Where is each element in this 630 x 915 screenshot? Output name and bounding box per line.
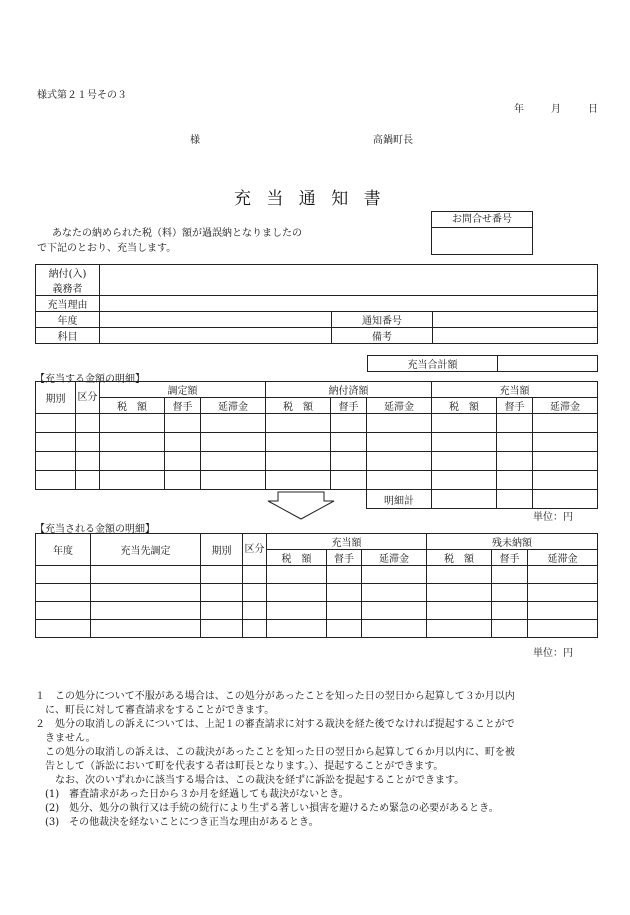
page-title: 充 当 通 知 書	[234, 189, 386, 209]
inquiry-number-box	[431, 211, 533, 255]
s1-reminder-header: 督手	[497, 398, 533, 414]
table-row	[36, 452, 598, 471]
s1-tax-header: 税 額	[100, 398, 165, 414]
s2-reminder-header: 督手	[327, 550, 362, 566]
table-row	[36, 433, 598, 452]
inquiry-number-value	[432, 228, 532, 254]
remarks-label: 備考	[332, 328, 433, 344]
notice-number-label: 通知番号	[332, 312, 433, 328]
s2-tax-header: 税 額	[427, 550, 492, 566]
s1-reminder-header: 督手	[331, 398, 367, 414]
section2-heading: 【充当される金額の明細】	[35, 524, 155, 535]
s2-target-header: 充当先調定	[91, 534, 201, 566]
note-line: この処分の取消しの訴えは、この裁決があったことを知った日の翌日から起算して６か月以内に、町を被	[45, 747, 515, 758]
s1-reminder-header: 督手	[165, 398, 201, 414]
s2-year-header: 年度	[36, 534, 91, 566]
table-row	[36, 620, 598, 638]
total-box	[367, 355, 598, 372]
intro-line-2: で下記のとおり、充当します。	[37, 243, 177, 254]
year-label: 年度	[36, 312, 100, 328]
table-row	[36, 584, 598, 602]
s1-late-fee-header: 延滞金	[367, 398, 432, 414]
notes-section	[35, 690, 600, 830]
section2-unit: 単位：円	[533, 648, 573, 659]
down-arrow-icon	[266, 491, 336, 521]
intro-line-1: あなたの納められた税（料）額が過誤納となりましたの	[52, 228, 302, 239]
year-value	[100, 312, 332, 328]
note-line: なお、次のいずれかに該当する場合は、この裁決を経ずに訴訟を提起することができます。	[55, 775, 465, 786]
note-line: ２ 処分の取消しの訴えについては、上記１の審査請求に対する裁決を経た後でなければ提起することがで	[35, 719, 515, 730]
table-row	[36, 566, 598, 584]
s1-tax-header: 税 額	[432, 398, 497, 414]
info-table	[35, 264, 598, 344]
issuer-name: 高鍋町長	[373, 135, 413, 146]
note-line: (1) 審査請求があった日から３か月を経過しても裁決がないとき。	[45, 789, 349, 800]
s2-reminder-header: 督手	[492, 550, 528, 566]
s2-period-header: 期別	[201, 534, 243, 566]
s1-kubun-header: 区分	[76, 382, 100, 414]
date-year-label: 年	[514, 104, 524, 115]
section1-table	[35, 381, 598, 509]
remarks-value	[433, 328, 598, 344]
s2-late-fee-header: 延滞金	[362, 550, 427, 566]
taxpayer-value	[100, 265, 598, 296]
s1-assessed-header: 調定額	[100, 382, 266, 398]
section2-table	[35, 533, 598, 638]
date-day-label: 日	[588, 104, 598, 115]
s2-late-fee-header: 延滞金	[528, 550, 598, 566]
s2-applied-header: 充当額	[267, 534, 427, 550]
note-line: １ この処分について不服がある場合は、この処分があったことを知った日の翌日から起算して３か月以内	[35, 691, 515, 702]
section1-unit: 単位：円	[533, 512, 573, 523]
s1-applied-header: 充当額	[432, 382, 598, 398]
note-line: (2) 処分、処分の執行又は手続の続行により生ずる著しい損害を避けるため緊急の必要があるとき。	[45, 803, 499, 814]
s1-paid-header: 納付済額	[266, 382, 432, 398]
date-month-label: 月	[551, 104, 561, 115]
s2-kubun-header: 区分	[243, 534, 267, 566]
item-value	[100, 328, 332, 344]
table-row	[36, 414, 598, 433]
notice-number-value	[433, 312, 598, 328]
s2-tax-header: 税 額	[267, 550, 327, 566]
subtotal-label: 明細計	[367, 490, 432, 509]
reason-label: 充当理由	[36, 296, 100, 312]
note-line: に、町長に対して審査請求をすることができます。	[45, 705, 275, 716]
s1-period-header: 期別	[36, 382, 76, 414]
form-number: 様式第２１号その３	[37, 90, 127, 101]
table-row	[36, 471, 598, 490]
s1-late-fee-header: 延滞金	[201, 398, 266, 414]
taxpayer-label: 納付(入) 義務者	[36, 265, 100, 296]
addressee-suffix: 様	[190, 135, 200, 146]
inquiry-number-label: お問合せ番号	[432, 212, 532, 228]
note-line: 告として（訴訟において町を代表する者は町長となります。）、提起することができます。	[45, 761, 444, 772]
s1-tax-header: 税 額	[266, 398, 331, 414]
total-label: 充当合計額	[368, 356, 498, 372]
note-line: (3) その他裁決を経ないことにつき正当な理由があるとき。	[45, 817, 319, 828]
section1-heading: 【充当する金額の明細】	[35, 374, 145, 385]
item-label: 科目	[36, 328, 100, 344]
s1-late-fee-header: 延滞金	[533, 398, 598, 414]
total-value	[498, 356, 598, 372]
note-line: きません。	[45, 733, 96, 744]
table-row	[36, 602, 598, 620]
reason-value	[100, 296, 598, 312]
s2-remaining-header: 残未納額	[427, 534, 598, 550]
